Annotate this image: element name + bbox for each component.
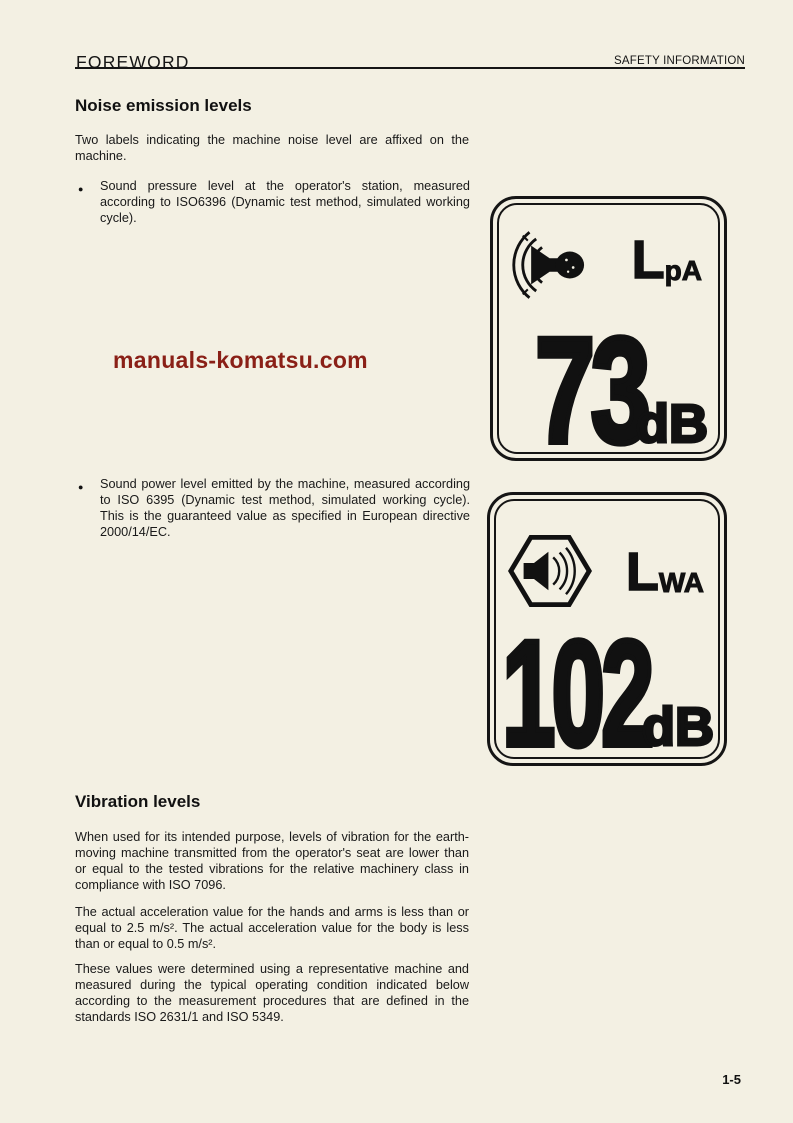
- symbol-main: L: [631, 230, 665, 290]
- bullet-item-sound-power: [78, 476, 470, 540]
- bullet-item-sound-pressure: [78, 178, 470, 226]
- noise-section-heading: Noise emission levels: [75, 96, 252, 115]
- bullet-text: Sound pressure level at the operator's station, measured according to ISO6396 (Dynamic test method, simulated working cycle).: [100, 179, 470, 225]
- bullet-marker-icon: ●: [78, 482, 84, 492]
- vibration-paragraph: These values were determined using a representative machine and measured during the typical operating condition indicated below according to the measurement procedures that are defined in the standards ISO 2631/1 and ISO 5349.: [75, 962, 469, 1024]
- lpa-value: 73: [535, 306, 647, 474]
- vibration-paragraph: When used for its intended purpose, levels of vibration for the earth-moving machine transmitted from the operator's seat are lower than or equal to the tested vibrations for the relative machinery class in compliance with ISO 7096.: [75, 830, 469, 892]
- noise-intro-paragraph: Two labels indicating the machine noise level are affixed on the machine.: [75, 133, 469, 163]
- vibration-section-heading: Vibration levels: [75, 792, 201, 811]
- noise-label-lwa: [487, 492, 727, 777]
- page-number: 1-5: [722, 1072, 741, 1087]
- symbol-main: L: [625, 542, 659, 602]
- speaker-waves-icon: [511, 227, 595, 303]
- vibration-paragraph: The actual acceleration value for the hands and arms is less than or equal to 2.5 m/s². The actual acceleration value for the body is less than or equal to 0.5 m/s².: [75, 905, 469, 951]
- speaker-hexagon-icon: [506, 529, 594, 613]
- lpa-unit: dB: [636, 394, 708, 454]
- header-foreword-title: FOREWORD: [76, 52, 190, 72]
- watermark-text: manuals-komatsu.com: [113, 347, 368, 373]
- lpa-symbol: [631, 230, 702, 290]
- noise-label-lpa: [490, 196, 727, 474]
- lwa-value: 102: [502, 609, 651, 777]
- symbol-sub: pA: [664, 255, 702, 286]
- bullet-marker-icon: ●: [78, 184, 84, 194]
- lwa-unit: dB: [642, 697, 714, 757]
- lwa-symbol: [625, 542, 704, 602]
- bullet-text: Sound power level emitted by the machine, measured according to ISO 6395 (Dynamic test method, simulated working cycle). This is the guaranteed value as specified in European directive 2000/14/EC.: [100, 477, 470, 539]
- header-safety-information-title: SAFETY INFORMATION: [614, 55, 745, 67]
- symbol-sub: WA: [658, 567, 704, 598]
